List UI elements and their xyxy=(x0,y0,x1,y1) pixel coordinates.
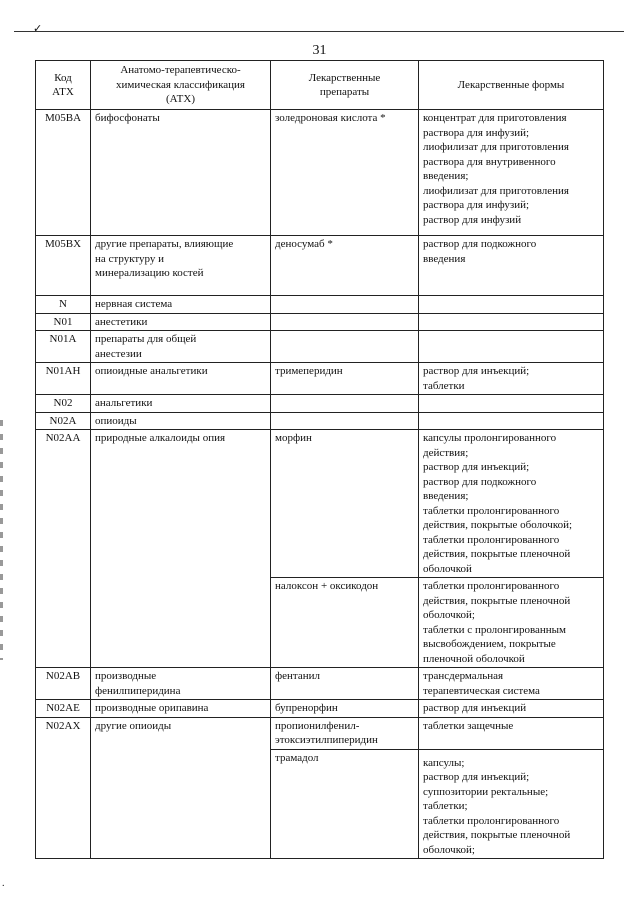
forms-cell xyxy=(419,395,604,413)
table-row xyxy=(36,395,604,413)
header-dosage-forms: Лекарственные формы xyxy=(419,61,604,110)
drug-cell xyxy=(271,412,419,430)
drug-cell: деносумаб * xyxy=(271,236,419,296)
table-row xyxy=(36,313,604,331)
table-row xyxy=(36,110,604,236)
atc-code-cell: N02AX xyxy=(36,717,91,859)
atc-code-cell: N01AH xyxy=(36,363,91,395)
drug-cell xyxy=(271,313,419,331)
forms-cell: трансдермальная терапевтическая система xyxy=(419,668,604,700)
atc-code-cell: N01 xyxy=(36,313,91,331)
header-atc-classification: Анатомо-терапевтическо- химическая классификация (АТХ) xyxy=(91,61,271,110)
atc-code-cell: N01A xyxy=(36,331,91,363)
classification-cell: опиоиды xyxy=(91,412,271,430)
table-row xyxy=(36,363,604,395)
top-rule xyxy=(14,31,624,32)
forms-cell xyxy=(419,296,604,314)
atc-code-cell: N02AA xyxy=(36,430,91,668)
forms-cell: концентрат для приготовления раствора для инфузий; лиофилизат для приготовления раствора для внутривенного введения; лиофилизат для приготовления раствора для инфузий; раствор для инфузий xyxy=(419,110,604,236)
classification-cell: препараты для общей анестезии xyxy=(91,331,271,363)
drug-cell xyxy=(271,296,419,314)
table-row xyxy=(36,296,604,314)
drug-cell: тримеперидин xyxy=(271,363,419,395)
scan-dot: . xyxy=(2,878,5,889)
forms-cell xyxy=(419,412,604,430)
atc-code-cell: M05BA xyxy=(36,110,91,236)
classification-cell: анестетики xyxy=(91,313,271,331)
forms-cell: таблетки пролонгированного действия, покрытые пленочной оболочкой; таблетки с пролонгированным высвобождением, покрытые пленочной оболочкой xyxy=(419,578,604,668)
classification-cell: природные алкалоиды опия xyxy=(91,430,271,668)
header-atc-code: Код АТХ xyxy=(36,61,91,110)
drug-cell: налоксон + оксикодон xyxy=(271,578,419,668)
forms-cell: раствор для инъекций xyxy=(419,700,604,718)
header-drugs: Лекарственные препараты xyxy=(271,61,419,110)
classification-cell: другие опиоиды xyxy=(91,717,271,859)
atc-code-cell: N02AE xyxy=(36,700,91,718)
classification-cell: бифосфонаты xyxy=(91,110,271,236)
table-row xyxy=(36,236,604,296)
table-row xyxy=(36,717,604,749)
forms-cell: капсулы; раствор для инъекций; суппозитории ректальные; таблетки; таблетки пролонгированного действия, покрытые пленочной оболочкой; xyxy=(419,749,604,859)
drug-cell: золедроновая кислота * xyxy=(271,110,419,236)
classification-cell: нервная система xyxy=(91,296,271,314)
atc-code-cell: N02A xyxy=(36,412,91,430)
forms-cell xyxy=(419,313,604,331)
atc-code-cell: N02AB xyxy=(36,668,91,700)
drug-cell: морфин xyxy=(271,430,419,578)
page-number: 31 xyxy=(312,43,327,58)
atc-code-cell: N02 xyxy=(36,395,91,413)
corner-mark: ✓ xyxy=(33,23,43,35)
drug-cell xyxy=(271,331,419,363)
drug-cell: бупренорфин xyxy=(271,700,419,718)
drug-cell: фентанил xyxy=(271,668,419,700)
forms-cell: таблетки защечные xyxy=(419,717,604,749)
classification-cell: производные фенилпиперидина xyxy=(91,668,271,700)
table-row xyxy=(36,430,604,578)
atc-code-cell: N xyxy=(36,296,91,314)
classification-cell: производные орипавина xyxy=(91,700,271,718)
classification-cell: анальгетики xyxy=(91,395,271,413)
table-row xyxy=(36,412,604,430)
table-header-row xyxy=(36,61,604,110)
binding-edge-marks xyxy=(0,420,3,660)
classification-cell: опиоидные анальгетики xyxy=(91,363,271,395)
table-row xyxy=(36,668,604,700)
forms-cell: раствор для подкожного введения xyxy=(419,236,604,296)
forms-cell xyxy=(419,331,604,363)
drug-cell: трамадол xyxy=(271,749,419,859)
atc-code-cell: M05BX xyxy=(36,236,91,296)
table-row xyxy=(36,700,604,718)
drug-cell xyxy=(271,395,419,413)
atc-drug-table xyxy=(35,60,604,859)
classification-cell: другие препараты, влияющие на структуру и минерализацию костей xyxy=(91,236,271,296)
drug-cell: пропионилфенил- этоксиэтилпиперидин xyxy=(271,717,419,749)
table-row xyxy=(36,331,604,363)
forms-cell: раствор для инъекций; таблетки xyxy=(419,363,604,395)
forms-cell: капсулы пролонгированного действия; раствор для инъекций; раствор для подкожного введения; таблетки пролонгированного действия, покрытые оболочкой; таблетки пролонгированного действия, покрытые пленочной оболочкой xyxy=(419,430,604,578)
